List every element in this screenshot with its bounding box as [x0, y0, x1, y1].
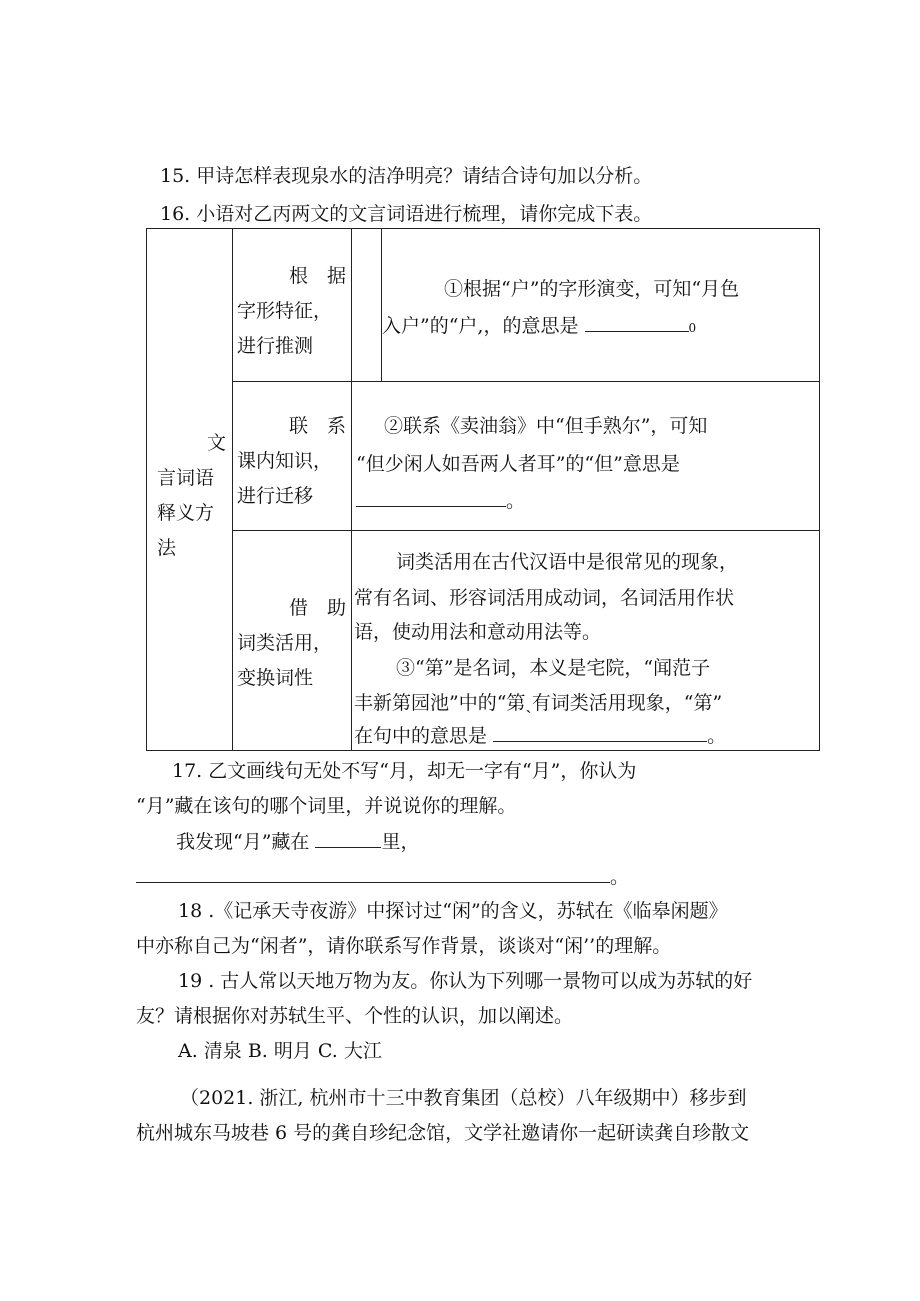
- method-line: 字形特征，: [237, 300, 333, 322]
- category-cell: [147, 229, 233, 751]
- question-17-line: “月”藏在该句的哪个词里，并说说你的理解。: [136, 795, 517, 817]
- answer-blank[interactable]: [585, 313, 689, 332]
- question-17-line: [176, 829, 420, 855]
- category-line: 法: [157, 537, 177, 559]
- question-17-line: [136, 864, 629, 890]
- answer-blank[interactable]: [356, 488, 506, 507]
- method-cell: [233, 531, 352, 751]
- answer-blank[interactable]: [493, 723, 707, 742]
- content-line: 丰新第园池”中的“第ˎ有词类活用现象，“第”: [354, 692, 723, 714]
- method-line: 词类活用，: [237, 632, 333, 654]
- category-line: 释义方: [157, 502, 215, 524]
- vocabulary-method-table: [146, 228, 820, 751]
- question-15: 15. 甲诗怎样表现泉水的洁净明亮？请结合诗句加以分析。: [160, 165, 653, 187]
- question-19-options: A. 清泉 B. 明月 C. 大江: [178, 1040, 382, 1062]
- content-line: “但少闲人如吾两人者耳”的“但”意思是: [356, 453, 680, 475]
- method-line: 变换词性: [237, 667, 314, 689]
- content-line: 常有名词、形容词活用成动词，名词活用作状: [354, 587, 735, 609]
- question-17-line: 17. 乙文画线句无处不写“月，却无一字有“月”，你认为: [172, 760, 637, 782]
- method-line: 进行推测: [237, 335, 314, 357]
- method-cell: [233, 229, 352, 382]
- question-19-line: 友？请根据你对苏轼生平、个性的认识，加以阐述。: [136, 1005, 574, 1027]
- content-line: [356, 484, 525, 519]
- content-cell: [352, 531, 820, 751]
- passage-line: （2021. 浙江, 杭州市十三中教育集团（总校）八年级期中）移步到: [180, 1087, 747, 1109]
- content-line: [354, 719, 726, 754]
- answer-blank[interactable]: [136, 864, 610, 883]
- method-line: 借 助: [289, 597, 347, 619]
- method-line: 进行迁移: [237, 485, 314, 507]
- narrow-cell: [352, 229, 382, 382]
- question-18-line: 18 .《记承天寺夜游》中探讨过“闲”的含义，苏轼在《临皋闲题》: [178, 900, 728, 922]
- content-line: 语，使动用法和意动用法等。: [354, 621, 602, 643]
- passage-line: 杭州城东马坡巷 6 号的龚自珍纪念馆，文学社邀请你一起研读龚自珍散文: [136, 1122, 750, 1144]
- question-18-line: 中亦称自己为“闲者”，请你联系写作背景，谈谈对“闲’’的理解。: [136, 935, 672, 957]
- blank-tail: 。: [506, 490, 526, 512]
- blank-tail: 。: [610, 866, 630, 888]
- answer-blank[interactable]: [315, 829, 381, 848]
- method-line: 根 据: [289, 265, 347, 287]
- method-cell: [233, 382, 352, 531]
- question-17-text: 里，: [381, 831, 420, 853]
- question-17-text: 我发现“月”藏在: [176, 831, 310, 853]
- content-line: [382, 309, 696, 346]
- blank-tail: 。: [707, 725, 727, 747]
- question-19-line: 19 . 古人常以天地万物为友。你认为下列哪一景物可以成为苏轼的好: [178, 970, 753, 992]
- category-line: 言词语: [157, 467, 215, 489]
- question-16: 16. 小语对乙丙两文的文言词语进行梳理，请你完成下表。: [160, 203, 653, 225]
- content-line: 词类活用在古代汉语中是很常见的现象，: [396, 551, 739, 573]
- content-line: ①根据“户”的字形演变，可知“月色: [444, 278, 740, 300]
- content-cell: [352, 382, 820, 531]
- blank-tail: 0: [688, 321, 697, 335]
- content-line: ②联系《卖油翁》中“但手熟尔”，可知: [384, 415, 708, 437]
- content-text: 入户”的“户,，的意思是: [382, 315, 579, 337]
- content-text: 在句中的意思是: [354, 725, 488, 747]
- category-line: 文: [206, 432, 226, 454]
- content-cell: [382, 229, 820, 382]
- content-line: ③“第”是名词，本义是宅院，“闻范子: [396, 657, 711, 679]
- method-line: 联 系: [289, 415, 347, 437]
- method-line: 课内知识，: [237, 450, 333, 472]
